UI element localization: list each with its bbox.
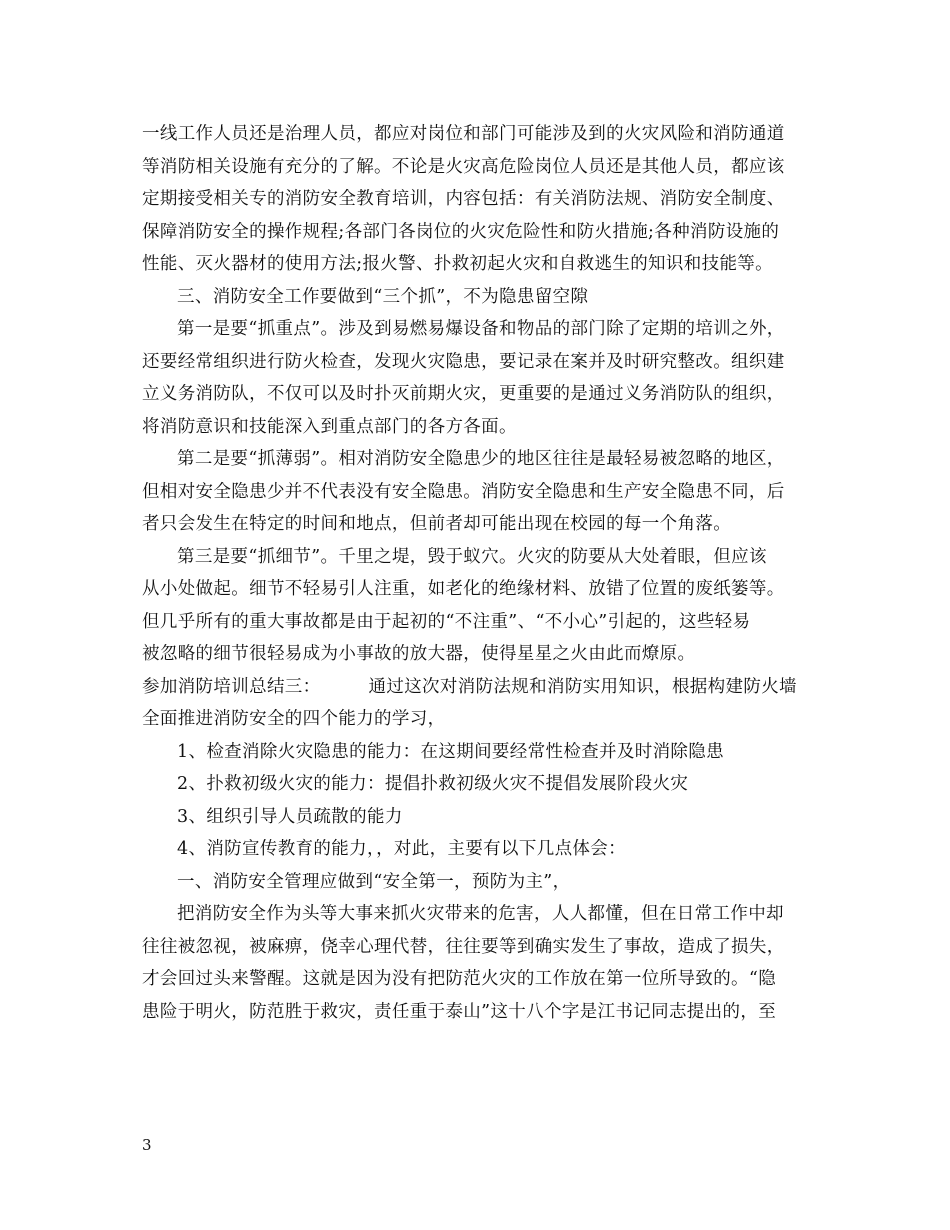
- summary-heading: 参加消防培训总结三：: [142, 676, 321, 697]
- text-line: 定期接受相关专的消防安全教育培训，内容包括：有关消防法规、消防安全制度、: [142, 189, 785, 209]
- text-line: 但几乎所有的重大事故都是由于起初的“不注重”、“不小心”引起的，这些轻易: [142, 611, 751, 632]
- list-item: 4、消防宣传教育的能力，，对此，主要有以下几点体会：: [177, 839, 626, 859]
- text-line: 保障消防安全的操作规程;各部门各岗位的火灾危险性和防火措施;各种消防设施的: [142, 221, 780, 242]
- section-heading: 三、消防安全工作要做到“三个抓”，不为隐患留空隙: [177, 286, 589, 307]
- section-heading: 一、消防安全管理应做到“安全第一，预防为主”，: [177, 871, 571, 892]
- text-line: 全面推进消防安全的四个能力的学习，: [142, 709, 446, 729]
- text-line: 往往被忽视，被麻痹，侥幸心理代替，往往要等到确实发生了事故，造成了损失，: [142, 936, 785, 957]
- page-number: 3: [142, 1136, 152, 1154]
- summary-line: [142, 671, 814, 704]
- list-item: 3、组织引导人员疏散的能力: [177, 806, 403, 827]
- text-line: 把消防安全作为头等大事来抓火灾带来的危害，人人都懂，但在日常工作中却: [177, 904, 784, 924]
- text-line: 被忽略的细节很轻易成为小事故的放大器，使得星星之火由此而燎原。: [142, 644, 696, 664]
- body-text: [142, 118, 814, 1028]
- text-line: 等消防相关设施有充分的了解。不论是火灾高危险岗位人员还是其他人员，都应该: [142, 156, 785, 177]
- text-line: 性能、灭火器材的使用方法;报火警、扑救初起火灾和自救逃生的知识和技能等。: [142, 254, 773, 274]
- text-line: 才会回过头来警醒。这就是因为没有把防范火灾的工作放在第一位所导致的。“隐: [142, 969, 777, 989]
- text-line: 一线工作人员还是治理人员，都应对岗位和部门可能涉及到的火灾风险和消防通道: [142, 124, 785, 144]
- list-item: 1、检查消除火灾隐患的能力：在这期间要经常性检查并及时消除隐患: [177, 741, 724, 762]
- text-line: 立义务消防队，不仅可以及时扑灭前期火灾，更重要的是通过义务消防队的组织，: [142, 384, 785, 404]
- text-line: 但相对安全隐患少并不代表没有安全隐患。消防安全隐患和生产安全隐患不同，后: [142, 481, 785, 502]
- text-line: 从小处做起。细节不轻易引人注重，如老化的绝缘材料、放错了位置的废纸篓等。: [142, 579, 785, 599]
- text-line: 第一是要“抓重点”。涉及到易燃易爆设备和物品的部门除了定期的培训之外，: [177, 319, 785, 339]
- summary-intro: 通过这次对消防法规和消防实用知识，根据构建防火墙: [368, 676, 797, 697]
- text-line: 还要经常组织进行防火检查，发现火灾隐患，要记录在案并及时研究整改。组织建: [142, 351, 785, 372]
- text-line: 第三是要“抓细节”。千里之堤，毁于蚁穴。火灾的防要从大处着眼，但应该: [177, 546, 767, 567]
- text-line: 将消防意识和技能深入到重点部门的各方各面。: [142, 416, 517, 437]
- text-line: 者只会发生在特定的时间和地点，但前者却可能出现在校园的每一个角落。: [142, 514, 732, 534]
- list-item: 2、扑救初级火灾的能力：提倡扑救初级火灾不提倡发展阶段火灾: [177, 774, 689, 794]
- text-line: 患险于明火，防范胜于救灾，责任重于泰山”这十八个字是江书记同志提出的，至: [142, 1001, 777, 1022]
- text-line: 第二是要“抓薄弱”。相对消防安全隐患少的地区往往是最轻易被忽略的地区，: [177, 449, 785, 469]
